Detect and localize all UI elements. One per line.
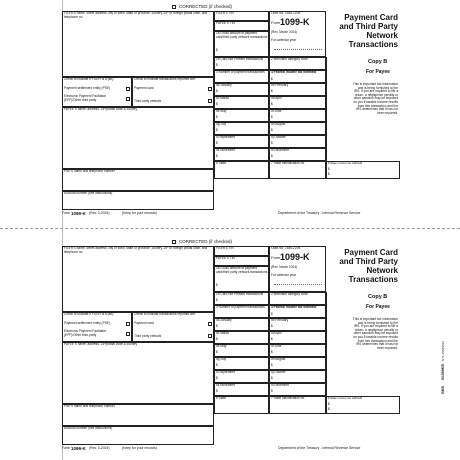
notice-text: This is important tax information and is being furnished to the IRS. If you are required to file a return, a negligence penalty or other sanction may be imposed on you if taxable income results from this transaction and the IRS determines that it has not been reported.	[352, 317, 398, 350]
box-1a-dollar: $	[216, 283, 218, 287]
filer-label: FILER'S name, street address, city or town, state or province, country, ZIP or foreign postal code, and telephone no.	[64, 11, 208, 19]
box-1b-label: 1b Card Not Present transactions	[216, 292, 264, 296]
omb-number: OMB No. 1545-2205	[271, 246, 301, 250]
revision: (Rev. March 2024)	[271, 265, 298, 269]
footer-form-number: 1099-K	[71, 445, 86, 451]
filer-input[interactable]	[62, 11, 214, 77]
box-7-label: 7 State identification no.	[271, 396, 306, 400]
payee-name-box[interactable]	[62, 342, 214, 404]
form-title: Payment Card and Third Party Network Transactions	[339, 13, 398, 49]
month-dollar: $	[271, 89, 273, 93]
side-code: BKB	[441, 386, 445, 394]
month-label: 5l December	[271, 148, 290, 152]
notice-column	[326, 292, 400, 396]
for-payee-label: For Payee	[366, 304, 390, 310]
month-label: 5g July	[216, 357, 227, 361]
footer-keep: (Keep for your records)	[122, 446, 157, 450]
epf-label: Electronic Payment Facilitator (EPF)/Other third party	[64, 329, 107, 337]
month-dollar: $	[271, 389, 273, 393]
box-8-dollar-2: $	[328, 172, 330, 176]
month-label: 5f June	[271, 109, 282, 113]
month-dollar: $	[271, 154, 273, 158]
month-label: 5l December	[271, 383, 290, 387]
account-number-label: Account number (see instructions)	[64, 426, 113, 430]
month-label: 5j October	[271, 135, 286, 139]
account-number-label: Account number (see instructions)	[64, 191, 113, 195]
month-dollar: $	[216, 89, 218, 93]
third-party-label: Third party network	[134, 334, 162, 338]
footer-form: Form	[62, 446, 70, 450]
month-label: 5c March	[216, 96, 230, 100]
form-number: 1099-K	[280, 252, 310, 262]
payee-name-box[interactable]	[62, 107, 214, 169]
month-label: 5e May	[216, 344, 227, 348]
month-dollar: $	[216, 337, 218, 341]
box-4-label: 4 Federal income tax withheld	[271, 70, 317, 74]
transaction-type-label: Check to indicate transactions reported are:	[134, 77, 196, 81]
month-dollar: $	[271, 376, 273, 380]
month-dollar: $	[216, 324, 218, 328]
box-1b-dollar: $	[216, 63, 218, 67]
month-label: 5i September	[216, 370, 235, 374]
month-dollar: $	[271, 128, 273, 132]
box-4-dollar: $	[271, 77, 273, 81]
form-prefix: Form	[271, 255, 281, 260]
filer-input[interactable]	[62, 246, 214, 312]
month-label: 5b February	[271, 83, 289, 87]
corrected-label: CORRECTED (if checked)	[179, 239, 233, 244]
month-dollar: $	[216, 363, 218, 367]
pse-label: Payment settlement entity (PSE)	[64, 321, 111, 325]
month-dollar: $	[271, 324, 273, 328]
box-8-dollar-2: $	[328, 407, 330, 411]
calendar-year-label: For calendar year	[271, 273, 296, 277]
corrected-label: CORRECTED (if checked)	[179, 4, 233, 9]
footer-keep: (Keep for your records)	[122, 211, 157, 215]
footer-form: Form	[62, 211, 70, 215]
month-label: 5e May	[216, 109, 227, 113]
copy-label: Copy B	[368, 59, 388, 65]
calendar-year-line[interactable]	[274, 49, 322, 50]
month-label: 5d April	[271, 96, 282, 100]
corrected-checkbox[interactable]	[172, 5, 176, 9]
form-title: Payment Card and Third Party Network Transactions	[339, 248, 398, 284]
month-dollar: $	[271, 102, 273, 106]
footer-rev: (Rev. 3-2024)	[89, 211, 110, 215]
box-2-label: 2 Merchant category code	[271, 292, 308, 296]
box-8-label: 8 State income tax withheld	[328, 396, 363, 400]
month-label: 5k November	[216, 383, 235, 387]
box-3-label: 3 Number of payment transactions	[216, 305, 265, 309]
month-dollar: $	[271, 337, 273, 341]
month-label: 5g July	[216, 122, 227, 126]
box-8-dollar-1: $	[328, 167, 330, 171]
transaction-type-label: Check to indicate transactions reported are:	[134, 312, 196, 316]
month-label: 5d April	[271, 331, 282, 335]
pse-checkbox[interactable]	[126, 322, 130, 326]
month-dollar: $	[216, 141, 218, 145]
box-1a-label: 1a Gross amount of payment card/third party network transactions	[216, 31, 268, 39]
filer-label: FILER'S name, street address, city or town, state or province, country, ZIP or foreign postal code, and telephone no.	[64, 246, 208, 254]
perforation-line	[0, 228, 460, 229]
calendar-year-line[interactable]	[274, 284, 322, 285]
filer-type-label: Check to indicate if FILER is a (an):	[64, 312, 115, 316]
month-dollar: $	[216, 376, 218, 380]
form-number: 1099-K	[280, 17, 310, 27]
omb-number: OMB No. 1545-2205	[271, 11, 301, 15]
month-label: 5f June	[271, 344, 282, 348]
copy-label: Copy B	[368, 294, 388, 300]
box-1b-label: 1b Card Not Present transactions	[216, 57, 264, 61]
corrected-checkbox[interactable]	[172, 240, 176, 244]
form-prefix: Form	[271, 20, 281, 25]
box-2-label: 2 Merchant category code	[271, 57, 308, 61]
box-4-label: 4 Federal income tax withheld	[271, 305, 317, 309]
notice-column	[326, 57, 400, 161]
calendar-year-label: For calendar year	[271, 38, 296, 42]
epf-checkbox[interactable]	[126, 97, 130, 101]
for-payee-label: For Payee	[366, 69, 390, 75]
month-label: 5h August	[271, 122, 286, 126]
month-dollar: $	[216, 389, 218, 393]
month-label: 5i September	[216, 135, 235, 139]
month-dollar: $	[216, 350, 218, 354]
epf-checkbox[interactable]	[126, 332, 130, 336]
pse-name-label: PSE'S name and telephone number	[64, 404, 115, 408]
side-code-3: B1099KB	[441, 364, 445, 380]
month-dollar: $	[216, 154, 218, 158]
box-8-dollar-1: $	[328, 402, 330, 406]
payment-card-checkbox[interactable]	[208, 87, 212, 91]
box-7-label: 7 State identification no.	[271, 161, 306, 165]
box-1a-label: 1a Gross amount of payment card/third party network transactions	[216, 266, 268, 274]
box-8-label: 8 State income tax withheld	[328, 161, 363, 165]
payee-tin-label: PAYEE'S TIN	[216, 256, 235, 260]
third-party-label: Third party network	[134, 99, 162, 103]
pse-name-label: PSE'S name and telephone number	[64, 169, 115, 173]
footer-form-number: 1099-K	[71, 210, 86, 216]
month-label: 5b February	[271, 318, 289, 322]
month-dollar: $	[216, 128, 218, 132]
payee-tin-label: PAYEE'S TIN	[216, 21, 235, 25]
filer-tin-label: FILER'S TIN	[216, 11, 234, 15]
month-label: 5j October	[271, 370, 286, 374]
third-party-checkbox[interactable]	[208, 334, 212, 338]
month-dollar: $	[271, 115, 273, 119]
box-6-label: 6 State	[216, 161, 227, 165]
form-1099k-bottom	[62, 240, 450, 452]
month-label: 5a January	[216, 83, 232, 87]
box-3-label: 3 Number of payment transactions	[216, 70, 265, 74]
form-1099k-top	[62, 5, 450, 217]
box-4-dollar: $	[271, 312, 273, 316]
footer-rev: (Rev. 3-2024)	[89, 446, 110, 450]
payee-name-label: PAYEE'S name, address, ZIP/postal code & country	[64, 107, 138, 111]
side-code-2: NTF 25549612	[441, 341, 445, 362]
month-label: 5h August	[271, 357, 286, 361]
payment-card-checkbox[interactable]	[208, 322, 212, 326]
month-label: 5k November	[216, 148, 235, 152]
filer-tin-label: FILER'S TIN	[216, 246, 234, 250]
filer-type-label: Check to indicate if FILER is a (an):	[64, 77, 115, 81]
footer-department: Department of the Treasury - Internal Revenue Service	[278, 211, 361, 215]
pse-label: Payment settlement entity (PSE)	[64, 86, 111, 90]
revision: (Rev. March 2024)	[271, 30, 298, 34]
box-1a-dollar: $	[216, 48, 218, 52]
notice-text: This is important tax information and is being furnished to the IRS. If you are required to file a return, a negligence penalty or other sanction may be imposed on you if taxable income results from this transaction and the IRS determines that it has not been reported.	[352, 82, 398, 115]
month-dollar: $	[216, 115, 218, 119]
month-dollar: $	[271, 363, 273, 367]
box-1b-dollar: $	[216, 298, 218, 302]
footer-department: Department of the Treasury - Internal Revenue Service	[278, 446, 361, 450]
third-party-checkbox[interactable]	[208, 99, 212, 103]
payment-card-label: Payment card	[134, 321, 154, 325]
payee-name-label: PAYEE'S name, address, ZIP/postal code & country	[64, 342, 138, 346]
epf-label: Electronic Payment Facilitator (EPF)/Other third party	[64, 94, 107, 102]
month-label: 5a January	[216, 318, 232, 322]
box-6-label: 6 State	[216, 396, 227, 400]
month-dollar: $	[271, 350, 273, 354]
month-dollar: $	[271, 141, 273, 145]
pse-checkbox[interactable]	[126, 87, 130, 91]
month-label: 5c March	[216, 331, 230, 335]
payment-card-label: Payment card	[134, 86, 154, 90]
month-dollar: $	[216, 102, 218, 106]
